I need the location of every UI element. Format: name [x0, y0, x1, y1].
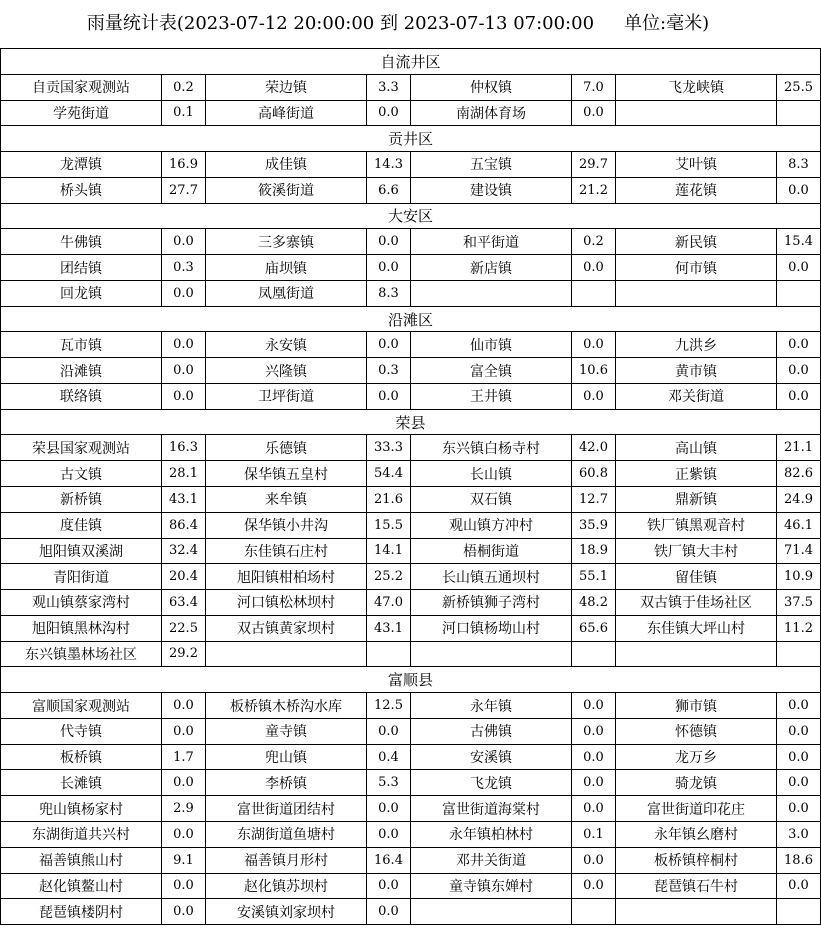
station-name: 龙潭镇	[1, 152, 162, 178]
station-name: 桥头镇	[1, 177, 162, 203]
rainfall-value: 0.0	[777, 693, 821, 719]
rainfall-value: 0.0	[162, 770, 206, 796]
table-row	[1, 383, 821, 409]
rainfall-value: 0.0	[572, 383, 616, 409]
station-name: 永安镇	[206, 332, 367, 358]
unit-label: 单位:毫米)	[624, 13, 710, 34]
table-row	[1, 74, 821, 100]
station-name: 乐德镇	[206, 435, 367, 461]
station-name: 赵化镇鳌山村	[1, 873, 162, 899]
rainfall-value: 20.4	[162, 564, 206, 590]
rainfall-value: 15.4	[777, 229, 821, 255]
rainfall-value: 28.1	[162, 461, 206, 487]
station-name: 荣县国家观测站	[1, 435, 162, 461]
rainfall-value: 0.0	[777, 332, 821, 358]
rainfall-value: 0.0	[367, 255, 411, 281]
section-header-row	[1, 667, 821, 693]
station-name: 建设镇	[411, 177, 572, 203]
table-row	[1, 332, 821, 358]
table-row	[1, 796, 821, 822]
rainfall-value: 0.2	[162, 74, 206, 100]
station-name: 自贡国家观测站	[1, 74, 162, 100]
rainfall-value: 0.2	[572, 229, 616, 255]
station-name	[616, 899, 777, 925]
station-name: 富世街道团结村	[206, 796, 367, 822]
station-name: 狮市镇	[616, 693, 777, 719]
rainfall-value: 0.0	[572, 255, 616, 281]
station-name: 梧桐街道	[411, 538, 572, 564]
station-name: 沿滩镇	[1, 358, 162, 384]
rainfall-value: 0.0	[367, 100, 411, 126]
station-name: 东兴镇墨林场社区	[1, 641, 162, 667]
station-name: 庙坝镇	[206, 255, 367, 281]
rainfall-value: 7.0	[572, 74, 616, 100]
table-row	[1, 487, 821, 513]
rainfall-value: 0.0	[367, 873, 411, 899]
rainfall-value	[777, 280, 821, 306]
station-name: 仙市镇	[411, 332, 572, 358]
station-name: 铁厂镇大丰村	[616, 538, 777, 564]
table-row	[1, 152, 821, 178]
station-name: 福善镇熊山村	[1, 847, 162, 873]
table-row	[1, 100, 821, 126]
rainfall-value: 0.0	[777, 383, 821, 409]
station-name: 板桥镇木桥沟水库	[206, 693, 367, 719]
rainfall-value: 21.1	[777, 435, 821, 461]
station-name: 富全镇	[411, 358, 572, 384]
station-name: 兜山镇	[206, 744, 367, 770]
station-name: 凤凰街道	[206, 280, 367, 306]
station-name: 成佳镇	[206, 152, 367, 178]
station-name: 东兴镇白杨寺村	[411, 435, 572, 461]
station-name: 邓关街道	[616, 383, 777, 409]
rainfall-value: 0.0	[572, 693, 616, 719]
rainfall-value: 37.5	[777, 590, 821, 616]
station-name: 何市镇	[616, 255, 777, 281]
table-row	[1, 229, 821, 255]
station-name: 河口镇杨坳山村	[411, 615, 572, 641]
station-name: 安溪镇	[411, 744, 572, 770]
station-name: 永年镇	[411, 693, 572, 719]
rainfall-value: 9.1	[162, 847, 206, 873]
rainfall-value: 0.0	[777, 770, 821, 796]
station-name: 双古镇黄家坝村	[206, 615, 367, 641]
station-name: 富世街道海棠村	[411, 796, 572, 822]
rainfall-value: 22.5	[162, 615, 206, 641]
station-name	[411, 641, 572, 667]
rainfall-value: 0.0	[572, 873, 616, 899]
rainfall-value: 18.9	[572, 538, 616, 564]
table-row	[1, 693, 821, 719]
rainfall-value	[777, 899, 821, 925]
rainfall-value: 3.3	[367, 74, 411, 100]
section-header-row	[1, 126, 821, 152]
station-name: 筱溪街道	[206, 177, 367, 203]
rainfall-value: 11.2	[777, 615, 821, 641]
table-row	[1, 255, 821, 281]
rainfall-value: 24.9	[777, 487, 821, 513]
rainfall-value: 25.5	[777, 74, 821, 100]
station-name: 代寺镇	[1, 718, 162, 744]
section-name: 贡井区	[1, 126, 821, 152]
station-name: 鼎新镇	[616, 487, 777, 513]
rainfall-value: 0.0	[572, 770, 616, 796]
rainfall-value: 0.0	[572, 847, 616, 873]
rainfall-value: 0.3	[162, 255, 206, 281]
rainfall-value: 21.6	[367, 487, 411, 513]
rainfall-value: 0.0	[162, 332, 206, 358]
station-name: 李桥镇	[206, 770, 367, 796]
rainfall-value: 21.2	[572, 177, 616, 203]
table-row	[1, 718, 821, 744]
station-name: 高山镇	[616, 435, 777, 461]
station-name: 新民镇	[616, 229, 777, 255]
station-name: 莲花镇	[616, 177, 777, 203]
station-name: 保华镇小井沟	[206, 512, 367, 538]
station-name: 瓦市镇	[1, 332, 162, 358]
station-name: 福善镇月形村	[206, 847, 367, 873]
station-name: 团结镇	[1, 255, 162, 281]
station-name: 怀德镇	[616, 718, 777, 744]
rainfall-value: 14.1	[367, 538, 411, 564]
station-name: 联络镇	[1, 383, 162, 409]
rainfall-value: 63.4	[162, 590, 206, 616]
rainfall-value: 27.7	[162, 177, 206, 203]
rainfall-value: 0.0	[367, 821, 411, 847]
rainfall-value: 86.4	[162, 512, 206, 538]
rainfall-value: 0.0	[572, 744, 616, 770]
section-name: 自流井区	[1, 49, 821, 75]
table-row	[1, 899, 821, 925]
section-header-row	[1, 49, 821, 75]
station-name: 双古镇于佳场社区	[616, 590, 777, 616]
rainfall-value: 71.4	[777, 538, 821, 564]
rainfall-value: 18.6	[777, 847, 821, 873]
rainfall-value: 8.3	[777, 152, 821, 178]
rainfall-value: 0.1	[162, 100, 206, 126]
station-name: 古佛镇	[411, 718, 572, 744]
rainfall-value: 15.5	[367, 512, 411, 538]
station-name: 板桥镇梓桐村	[616, 847, 777, 873]
table-row	[1, 641, 821, 667]
station-name: 度佳镇	[1, 512, 162, 538]
station-name: 双石镇	[411, 487, 572, 513]
station-name: 新店镇	[411, 255, 572, 281]
rainfall-value: 54.4	[367, 461, 411, 487]
rainfall-value: 0.0	[777, 796, 821, 822]
rainfall-value: 0.0	[367, 718, 411, 744]
station-name: 正紫镇	[616, 461, 777, 487]
table-row	[1, 461, 821, 487]
rainfall-value	[572, 899, 616, 925]
rainfall-value: 25.2	[367, 564, 411, 590]
rainfall-value: 3.0	[777, 821, 821, 847]
station-name: 童寺镇东婵村	[411, 873, 572, 899]
station-name: 艾叶镇	[616, 152, 777, 178]
station-name: 琵琶镇石牛村	[616, 873, 777, 899]
station-name: 九洪乡	[616, 332, 777, 358]
rainfall-value: 0.0	[777, 718, 821, 744]
station-name: 河口镇松林坝村	[206, 590, 367, 616]
station-name: 南湖体育场	[411, 100, 572, 126]
section-name: 富顺县	[1, 667, 821, 693]
rainfall-value: 16.3	[162, 435, 206, 461]
rainfall-value: 0.0	[777, 873, 821, 899]
rainfall-value: 0.1	[572, 821, 616, 847]
rainfall-value	[572, 280, 616, 306]
rainfall-value: 0.0	[777, 358, 821, 384]
table-row	[1, 744, 821, 770]
rainfall-value: 29.7	[572, 152, 616, 178]
page-title	[0, 0, 796, 48]
station-name: 兜山镇杨家村	[1, 796, 162, 822]
rainfall-value: 48.2	[572, 590, 616, 616]
table-row	[1, 821, 821, 847]
rainfall-value: 6.6	[367, 177, 411, 203]
rainfall-value: 8.3	[367, 280, 411, 306]
title-text: 雨量统计表(2023-07-12 20:00:00 到 2023-07-13 07:00:00	[86, 13, 595, 34]
rainfall-value: 0.0	[162, 718, 206, 744]
rainfall-value: 10.9	[777, 564, 821, 590]
station-name: 留佳镇	[616, 564, 777, 590]
station-name	[411, 899, 572, 925]
table-row	[1, 538, 821, 564]
rainfall-value	[777, 641, 821, 667]
rainfall-value: 14.3	[367, 152, 411, 178]
station-name: 永年镇幺磨村	[616, 821, 777, 847]
station-name: 卫坪街道	[206, 383, 367, 409]
rainfall-value: 12.7	[572, 487, 616, 513]
rainfall-value: 42.0	[572, 435, 616, 461]
table-row	[1, 847, 821, 873]
rainfall-value: 0.0	[367, 796, 411, 822]
rainfall-value	[367, 641, 411, 667]
rainfall-table	[0, 48, 821, 925]
section-name: 大安区	[1, 203, 821, 229]
rainfall-value: 46.1	[777, 512, 821, 538]
station-name: 新桥镇狮子湾村	[411, 590, 572, 616]
rainfall-value: 0.0	[162, 821, 206, 847]
rainfall-value: 0.3	[367, 358, 411, 384]
station-name: 黄市镇	[616, 358, 777, 384]
section-header-row	[1, 203, 821, 229]
rainfall-value: 0.0	[162, 280, 206, 306]
station-name: 琵琶镇楼阴村	[1, 899, 162, 925]
rainfall-value: 0.0	[162, 899, 206, 925]
station-name: 五宝镇	[411, 152, 572, 178]
station-name: 童寺镇	[206, 718, 367, 744]
station-name	[411, 280, 572, 306]
station-name: 东湖街道共兴村	[1, 821, 162, 847]
rainfall-value: 82.6	[777, 461, 821, 487]
station-name: 邓井关街道	[411, 847, 572, 873]
station-name: 旭阳镇柑柏场村	[206, 564, 367, 590]
station-name: 古文镇	[1, 461, 162, 487]
station-name: 旭阳镇黑林沟村	[1, 615, 162, 641]
rainfall-value: 10.6	[572, 358, 616, 384]
rainfall-value: 0.0	[162, 693, 206, 719]
station-name: 长山镇五通坝村	[411, 564, 572, 590]
rainfall-value: 16.4	[367, 847, 411, 873]
station-name: 兴隆镇	[206, 358, 367, 384]
rainfall-value: 16.9	[162, 152, 206, 178]
station-name	[616, 280, 777, 306]
rainfall-value: 0.0	[162, 873, 206, 899]
rainfall-value: 0.0	[777, 744, 821, 770]
table-row	[1, 435, 821, 461]
station-name	[206, 641, 367, 667]
station-name: 三多寨镇	[206, 229, 367, 255]
station-name: 王井镇	[411, 383, 572, 409]
table-row	[1, 590, 821, 616]
rainfall-value: 29.2	[162, 641, 206, 667]
rainfall-value: 33.3	[367, 435, 411, 461]
station-name: 东湖街道鱼塘村	[206, 821, 367, 847]
rainfall-value: 0.0	[162, 383, 206, 409]
station-name: 观山镇蔡家湾村	[1, 590, 162, 616]
rainfall-value: 65.6	[572, 615, 616, 641]
rainfall-value	[777, 100, 821, 126]
station-name: 仲权镇	[411, 74, 572, 100]
station-name: 骑龙镇	[616, 770, 777, 796]
station-name: 富世街道印花庄	[616, 796, 777, 822]
rainfall-value: 0.0	[572, 332, 616, 358]
table-row	[1, 873, 821, 899]
rainfall-value: 55.1	[572, 564, 616, 590]
rainfall-value: 2.9	[162, 796, 206, 822]
section-header-row	[1, 306, 821, 332]
rainfall-value: 5.3	[367, 770, 411, 796]
table-row	[1, 358, 821, 384]
rainfall-value: 0.4	[367, 744, 411, 770]
station-name: 来牟镇	[206, 487, 367, 513]
table-row	[1, 770, 821, 796]
station-name: 富顺国家观测站	[1, 693, 162, 719]
station-name: 新桥镇	[1, 487, 162, 513]
station-name: 青阳街道	[1, 564, 162, 590]
section-header-row	[1, 409, 821, 435]
table-row	[1, 280, 821, 306]
rainfall-value: 0.0	[572, 718, 616, 744]
rainfall-value: 0.0	[572, 100, 616, 126]
rainfall-value: 0.0	[162, 229, 206, 255]
station-name: 板桥镇	[1, 744, 162, 770]
rainfall-value: 0.0	[367, 332, 411, 358]
station-name: 飞龙峡镇	[616, 74, 777, 100]
rainfall-value: 12.5	[367, 693, 411, 719]
rainfall-value: 32.4	[162, 538, 206, 564]
station-name: 观山镇方冲村	[411, 512, 572, 538]
station-name: 高峰街道	[206, 100, 367, 126]
table-row	[1, 512, 821, 538]
section-name: 荣县	[1, 409, 821, 435]
rainfall-value: 0.0	[367, 383, 411, 409]
station-name	[616, 100, 777, 126]
station-name	[616, 641, 777, 667]
station-name: 赵化镇苏坝村	[206, 873, 367, 899]
rainfall-value: 0.0	[777, 255, 821, 281]
station-name: 长滩镇	[1, 770, 162, 796]
table-row	[1, 564, 821, 590]
station-name: 保华镇五皇村	[206, 461, 367, 487]
table-row	[1, 177, 821, 203]
rainfall-value: 0.0	[367, 229, 411, 255]
rainfall-value: 60.8	[572, 461, 616, 487]
station-name: 龙万乡	[616, 744, 777, 770]
rainfall-value: 43.1	[162, 487, 206, 513]
station-name: 长山镇	[411, 461, 572, 487]
station-name: 回龙镇	[1, 280, 162, 306]
rainfall-table-body	[1, 49, 821, 925]
rainfall-value: 1.7	[162, 744, 206, 770]
rainfall-value: 43.1	[367, 615, 411, 641]
rainfall-value: 0.0	[572, 796, 616, 822]
section-name: 沿滩区	[1, 306, 821, 332]
station-name: 牛佛镇	[1, 229, 162, 255]
station-name: 东佳镇大坪山村	[616, 615, 777, 641]
station-name: 荣边镇	[206, 74, 367, 100]
station-name: 铁厂镇黑观音村	[616, 512, 777, 538]
table-row	[1, 615, 821, 641]
station-name: 飞龙镇	[411, 770, 572, 796]
rainfall-value: 0.0	[367, 899, 411, 925]
rainfall-value: 0.0	[777, 177, 821, 203]
station-name: 和平街道	[411, 229, 572, 255]
station-name: 东佳镇石庄村	[206, 538, 367, 564]
rainfall-value: 35.9	[572, 512, 616, 538]
rainfall-value	[572, 641, 616, 667]
rainfall-value: 0.0	[162, 358, 206, 384]
station-name: 学苑街道	[1, 100, 162, 126]
station-name: 安溪镇刘家坝村	[206, 899, 367, 925]
rainfall-value: 47.0	[367, 590, 411, 616]
station-name: 永年镇柏林村	[411, 821, 572, 847]
station-name: 旭阳镇双溪湖	[1, 538, 162, 564]
